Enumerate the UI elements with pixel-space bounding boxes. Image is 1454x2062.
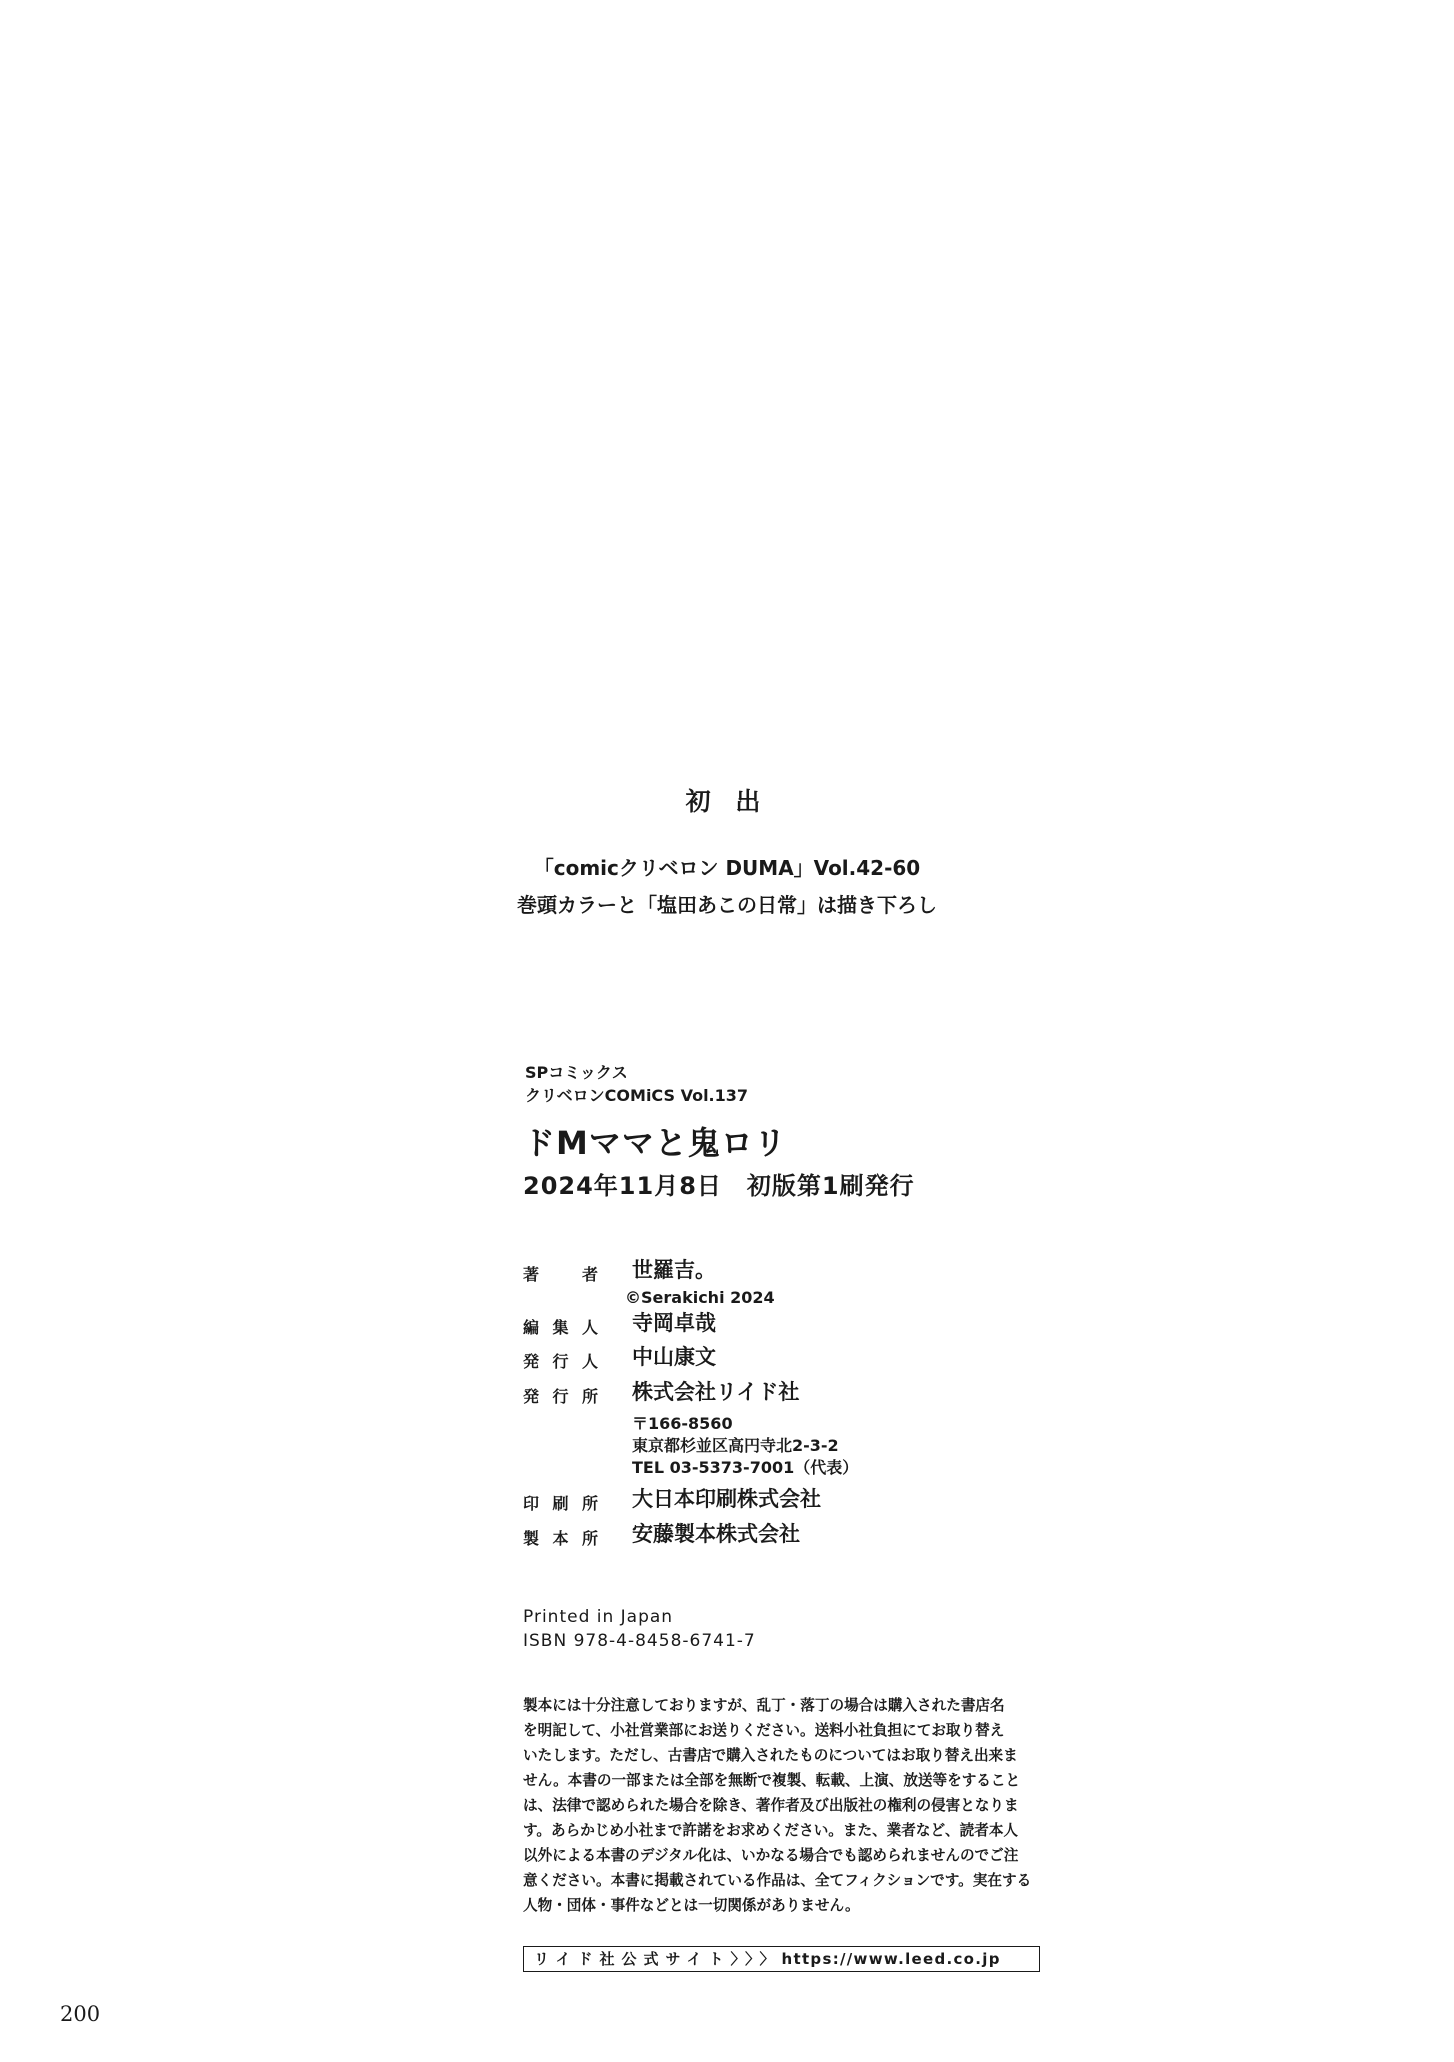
legal-notice [523, 1693, 1043, 1918]
notice-line: 以外による本書のデジタル化は、いかなる場合でも認められませんのでご注 [523, 1847, 1019, 1864]
notice-line: を明記して、小社営業部にお送りください。送料小社負担にてお取り替え [523, 1722, 1005, 1739]
publisher-postal-code: 〒166-8560 [632, 1414, 733, 1433]
credit-editor-value: 寺岡卓哉 [632, 1311, 716, 1335]
credit-author-value: 世羅吉。 [632, 1258, 716, 1282]
first-appearance-source: 「comicクリベロン DUMA」Vol.42-60 [533, 856, 921, 880]
printed-in: Printed in Japan [523, 1607, 674, 1627]
book-title: ドMママと鬼ロリ [523, 1124, 787, 1162]
notice-line: 意ください。本書に掲載されている作品は、全てフィクションです。実在する [523, 1872, 1032, 1889]
credit-author-label: 著 者 [523, 1265, 598, 1284]
credit-publisher-person-value: 中山康文 [632, 1345, 716, 1369]
page-number: 200 [60, 2002, 101, 2026]
official-site-box [523, 1946, 1040, 1972]
first-appearance-note: 巻頭カラーと「塩田あこの日常」は描き下ろし [517, 893, 937, 917]
publication-date: 2024年11月8日 初版第1刷発行 [523, 1172, 915, 1200]
series-volume: クリベロンCOMiCS Vol.137 [525, 1086, 749, 1105]
credit-publisher-person-label: 発 行 人 [523, 1352, 598, 1371]
credit-publisher-company-value: 株式会社リイド社 [632, 1380, 800, 1404]
series-label: SPコミックス [525, 1063, 628, 1082]
notice-line: いたします。ただし、古書店で購入されたものについてはお取り替え出来ま [523, 1747, 1018, 1764]
isbn: ISBN 978-4-8458-6741-7 [523, 1631, 756, 1651]
notice-line: す。あらかじめ小社まで許諾をお求めください。また、業者など、読者本人 [523, 1822, 1019, 1839]
official-site-label: リイド社公式サイト〉〉〉 [534, 1950, 782, 1968]
copyright-notice: ©Serakichi 2024 [625, 1288, 775, 1307]
first-appearance-heading: 初 出 [685, 787, 769, 816]
credit-publisher-company-label: 発 行 所 [523, 1387, 598, 1406]
credit-binder-value: 安藤製本株式会社 [632, 1522, 800, 1546]
credit-printer-value: 大日本印刷株式会社 [632, 1487, 821, 1511]
notice-line: 人物・団体・事件などとは一切関係がありません。 [523, 1897, 860, 1914]
credit-printer-label: 印 刷 所 [523, 1494, 598, 1513]
notice-line: せん。本書の一部または全部を無断で複製、転載、上演、放送等をすること [523, 1772, 1021, 1789]
notice-line: は、法律で認められた場合を除き、著作者及び出版社の権利の侵害となりま [523, 1797, 1019, 1814]
credit-editor-label: 編 集 人 [523, 1318, 598, 1337]
publisher-address: 東京都杉並区高円寺北2-3-2 [632, 1436, 839, 1455]
notice-line: 製本には十分注意しておりますが、乱丁・落丁の場合は購入された書店名 [523, 1697, 1005, 1714]
credit-binder-label: 製 本 所 [523, 1529, 598, 1548]
official-site-link[interactable]: https://www.leed.co.jp [781, 1950, 1001, 1968]
publisher-phone: TEL 03-5373-7001（代表） [632, 1458, 859, 1477]
